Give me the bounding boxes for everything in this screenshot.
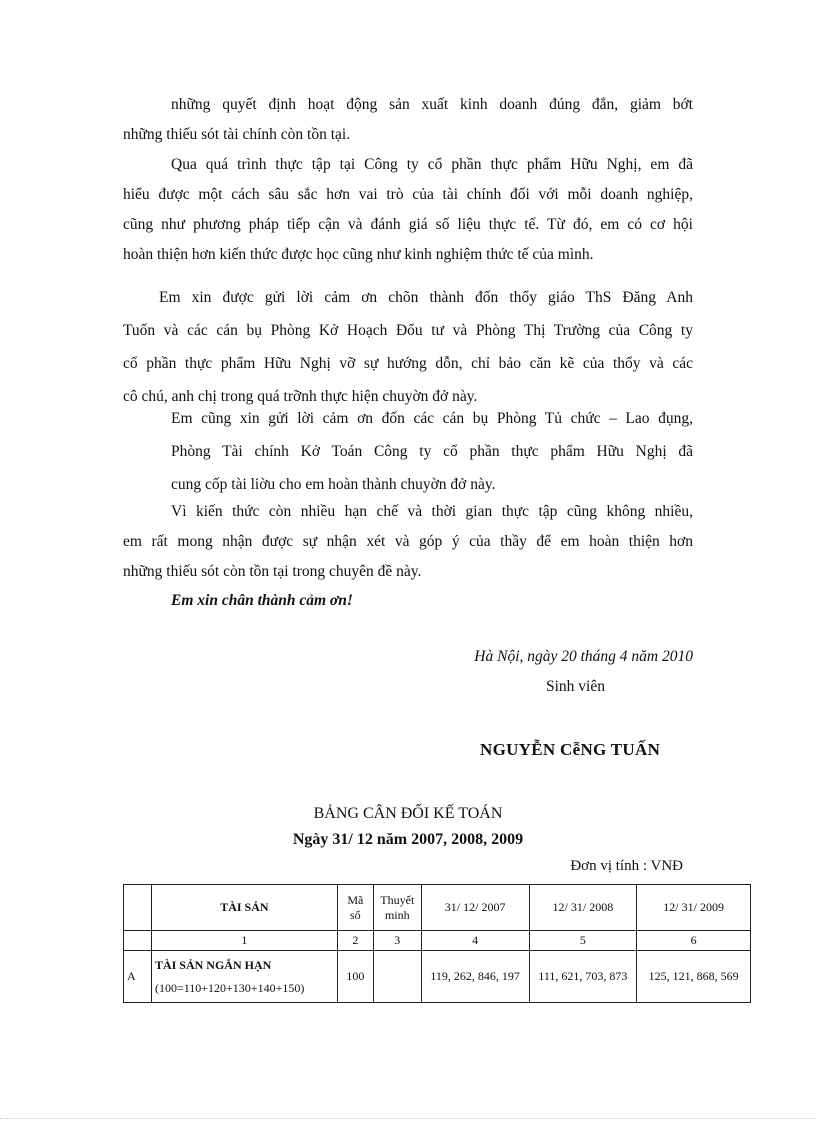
index-cell: 6 [637,931,751,951]
row-code: A [124,951,152,1003]
student-name: NGUYỄN CễNG TUẤN [480,740,661,759]
value-2008: 111, 621, 703, 873 [529,951,637,1003]
row-label-cell [151,951,337,1003]
row-label: TÀI SẢN NGẮN HẠN [154,957,272,972]
balance-sheet-table [123,884,751,1003]
paragraph-thanks-teacher [123,281,693,413]
text-line: những thiếu sót còn tồn tại trong chuyên đề này. [123,563,422,580]
table-index-row [124,931,751,951]
text-line: cung cốp tài liờu cho em hoàn thành chuyờn đở này. [171,476,496,493]
text-line: Qua quá trình thực tập tại Công ty cổ phần thực phẩm Hữu Nghị, em đã [171,156,693,173]
text-line: Tuốn và các cán bụ Phòng Kở Hoạch Đổu tư và Phòng Thị Trường của Công ty [123,322,693,339]
table-row [124,951,751,1003]
header-cell: Mã số [337,885,373,931]
value-2009: 125, 121, 868, 569 [637,951,751,1003]
value-2007: 119, 262, 846, 197 [421,951,529,1003]
text-line: Em xin được gửi lời cảm ơn chõn thành đốn thổy giáo ThS Đăng Anh [159,289,693,306]
text-line: cổ phần thực phẩm Hữu Nghị vỡ sự hướng dỗn, chỉ bảo căn kẽ của thổy và các [123,355,693,372]
row-formula: (100=110+120+130+140+150) [154,980,305,995]
place-date: Hà Nội, ngày 20 tháng 4 năm 2010 [474,648,693,665]
header-cell: Thuyết minh [373,885,421,931]
text-line: những quyết định hoạt động sản xuất kinh doanh đúng đắn, giảm bớt [171,96,693,113]
header-cell: 12/ 31/ 2009 [637,885,751,931]
text-line: hiểu được một cách sâu sắc hơn vai trò của tài chính đối với mỗi doanh nghiệp, [123,186,693,203]
paragraph-conclusion [123,90,693,150]
table-header-row [124,885,751,931]
table-subtitle: Ngày 31/ 12 năm 2007, 2008, 2009 [292,831,524,848]
header-cell: 31/ 12/ 2007 [421,885,529,931]
text-line: Em cũng xin gửi lời cảm ơn đốn các cán bụ Phòng Tủ chức – Lao đụng, [171,410,693,427]
text-line: cũng như phương pháp tiếp cận và đánh giá số liệu thực tế. Từ đó, em có cơ hội [123,216,693,233]
text-line: Vì kiến thức còn nhiều hạn chế và thời gian thực tập cũng không nhiều, [171,503,693,520]
index-cell [124,931,152,951]
table-title: BẢNG CÂN ĐỐI KẾ TOÁN [313,805,503,822]
paragraph-thanks-staff [171,402,693,501]
text-line: em rất mong nhận được sự nhận xét và góp ý của thầy để em hoàn thiện hơn [123,533,693,550]
row-thuyet-minh [373,951,421,1003]
index-cell: 1 [151,931,337,951]
text-line: cô chú, anh chị trong quá trỡnh thực hiện chuyờn đở này. [123,388,478,405]
header-cell: 12/ 31/ 2008 [529,885,637,931]
student-label: Sinh viên [546,678,605,695]
text-line: Phòng Tài chính Kở Toán Công ty cổ phần thực phẩm Hữu Nghị đã [171,443,693,460]
text-line: những thiếu sót tài chính còn tồn tại. [123,126,351,143]
index-cell: 5 [529,931,637,951]
currency-unit: Đơn vị tính : VNĐ [570,858,683,874]
text-line: hoàn thiện hơn kiến thức được học cũng như kinh nghiệm thức tế của mình. [123,246,594,263]
row-ma-so: 100 [337,951,373,1003]
index-cell: 4 [421,931,529,951]
index-cell: 3 [373,931,421,951]
paragraph-internship [123,150,693,270]
header-cell [124,885,152,931]
index-cell: 2 [337,931,373,951]
closing-thanks: Em xin chân thành cảm ơn! [171,592,353,609]
header-cell: TÀI SẢN [151,885,337,931]
paragraph-limitations [123,497,693,587]
page-bottom-divider [0,1118,816,1119]
